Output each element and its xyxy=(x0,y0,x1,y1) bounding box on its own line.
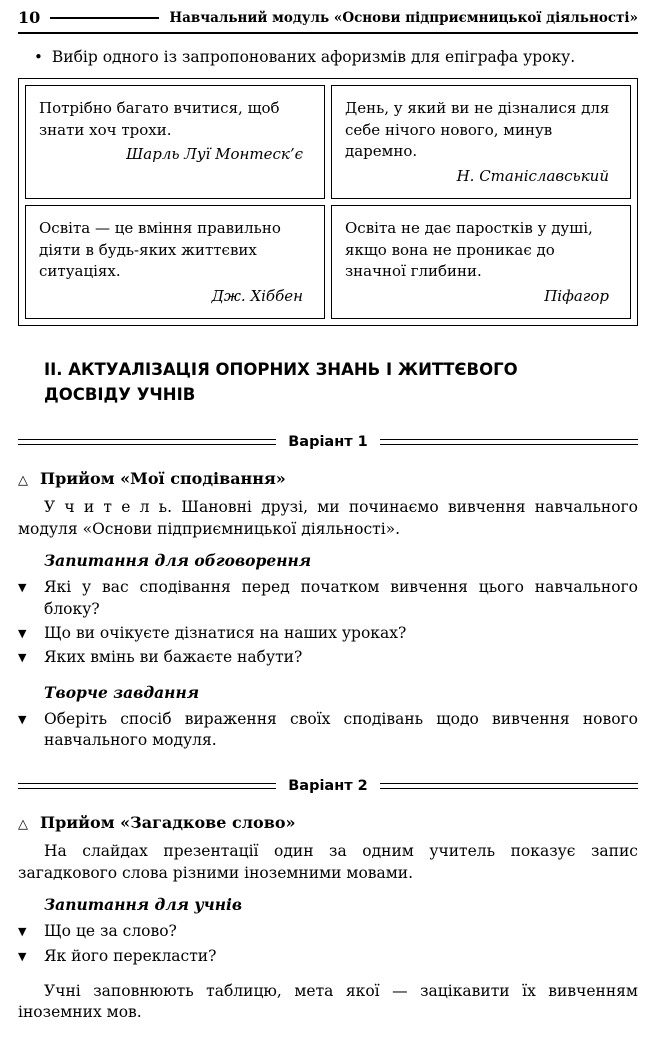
page-header xyxy=(18,8,638,34)
quote-author: Шарль Луї Монтеск’є xyxy=(126,145,303,164)
quote-box xyxy=(25,205,325,319)
quote-box xyxy=(25,85,325,199)
quote-author: Дж. Хіббен xyxy=(211,287,303,306)
intro-text: Вибір одного із запропонованих афоризмів для епіграфа уроку. xyxy=(51,48,576,66)
quote-text: День, у який ви не дізналися для себе нічого нового, минув даремно. xyxy=(345,98,610,161)
subheading: Творче завдання xyxy=(44,682,200,702)
aphorism-grid xyxy=(25,85,631,319)
quote-text: Освіта — це вміння правильно діяти в будь-яких життєвих ситуаціях. xyxy=(39,218,281,281)
question-text: Що це за слово? xyxy=(44,922,177,941)
question-item xyxy=(18,647,638,668)
task-item xyxy=(18,709,638,752)
quote-box xyxy=(331,205,631,319)
question-text: Як його перекласти? xyxy=(44,946,217,965)
variant-divider xyxy=(18,434,638,450)
intro-bullet-item xyxy=(18,47,638,68)
task-text: Оберіть спосіб вираження своїх сподівань щодо вивчення нового навчального модуля. xyxy=(44,709,638,750)
divider-line xyxy=(380,783,638,789)
variant-label: Варіант 2 xyxy=(288,778,368,795)
header-rule xyxy=(50,17,159,19)
divider-line xyxy=(18,783,276,789)
subheading: Запитання для обговорення xyxy=(44,551,312,571)
variant-label: Варіант 1 xyxy=(288,434,368,451)
body-paragraph: На слайдах презентації один за одним учитель показує запис загадкового слова різними іноземними мовами. xyxy=(18,842,638,882)
down-triangle-icon: ▼ xyxy=(18,712,27,726)
question-item xyxy=(18,946,638,967)
down-triangle-icon: ▼ xyxy=(18,626,27,640)
priyom-heading xyxy=(18,469,638,488)
priyom-title: Прийом «Мої сподівання» xyxy=(40,469,286,489)
priyom-title: Прийом «Загадкове слово» xyxy=(40,813,296,833)
section-heading: ІІ. АКТУАЛІЗАЦІЯ ОПОРНИХ ЗНАНЬ І ЖИТТЄВОГО ДОСВІДУ УЧНІВ xyxy=(44,359,518,404)
question-item xyxy=(18,921,638,942)
variant-divider xyxy=(18,778,638,794)
open-triangle-icon: △ xyxy=(18,473,28,489)
running-title: Навчальний модуль «Основи підприємницької діяльності» xyxy=(169,9,638,26)
bullet-icon: • xyxy=(34,48,43,66)
aphorism-table xyxy=(18,78,638,326)
down-triangle-icon: ▼ xyxy=(18,925,27,939)
question-text: Які у вас сподівання перед початком вивчення цього навчального блоку? xyxy=(44,578,638,618)
quote-author: Піфагор xyxy=(544,287,609,306)
question-text: Яких вмінь ви бажаєте набути? xyxy=(44,648,303,667)
question-item xyxy=(18,577,638,620)
divider-line xyxy=(18,439,276,445)
priyom-heading xyxy=(18,813,638,832)
teacher-paragraph: У ч и т е л ь. Шановні друзі, ми починаємо вивчення навчального модуля «Основи підприємницької діяльності». xyxy=(18,498,638,538)
quote-text: Потрібно багато вчитися, щоб знати хоч трохи. xyxy=(39,98,280,139)
question-text: Що ви очікуєте дізнатися на наших уроках? xyxy=(44,623,407,642)
page-number: 10 xyxy=(18,8,41,27)
down-triangle-icon: ▼ xyxy=(18,581,27,595)
question-item xyxy=(18,623,638,644)
quote-box xyxy=(331,85,631,199)
subheading: Запитання для учнів xyxy=(44,895,243,915)
open-triangle-icon: △ xyxy=(18,817,28,833)
divider-line xyxy=(380,439,638,445)
quote-text: Освіта не дає паростків у душі, якщо вона не проникає до значної глибини. xyxy=(345,218,593,281)
closing-paragraph: Учні заповнюють таблицю, мета якої — зацікавити їх вивченням іноземних мов. xyxy=(18,981,638,1022)
quote-author: Н. Станіславський xyxy=(456,167,609,186)
down-triangle-icon: ▼ xyxy=(18,651,27,665)
down-triangle-icon: ▼ xyxy=(18,949,27,963)
